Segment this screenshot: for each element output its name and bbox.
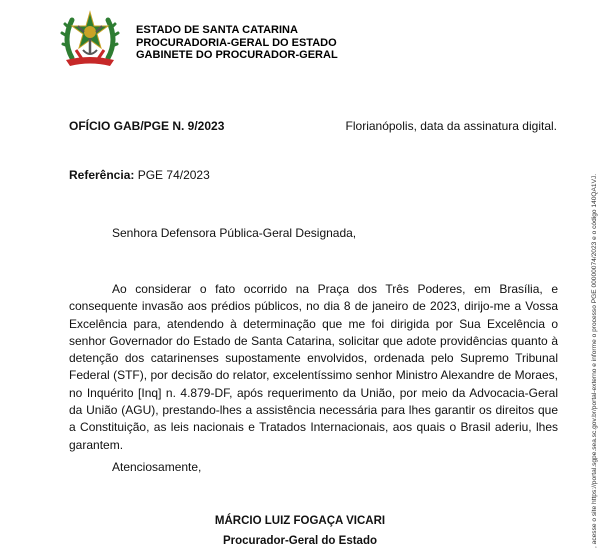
letterhead-state: ESTADO DE SANTA CATARINA bbox=[136, 24, 298, 36]
closing: Atenciosamente, bbox=[112, 460, 202, 474]
letterhead-agency: PROCURADORIA-GERAL DO ESTADO bbox=[136, 36, 337, 49]
letterhead-office: GABINETE DO PROCURADOR-GERAL bbox=[136, 49, 338, 61]
letterhead bbox=[136, 24, 338, 62]
oficio-number: OFÍCIO GAB/PGE N. 9/2023 bbox=[69, 119, 225, 133]
letter-body: Ao considerar o fato ocorrido na Praça dos Três Poderes, em Brasília, e consequente invasão aos prédios públicos, no dia 8 de janeiro de 2023, dirijo-me a Vossa Excelência para, atendendo à determinação que me foi dirigida por Sua Excelência o senhor Governador do Estado de Santa Catarina, solicitar que adote providências quanto à detenção dos catarinenses supostamente envolvidos, ordenada pelo Supremo Tribunal Federal (STF), por decisão do relator, excelentíssimo senhor Ministro Alexandre de Moraes, no Inquérito [Inq] n. 4.879-DF, após requerimento da União, por meio da Advocacia-Geral da União (AGU), prestando-lhes a assistência necessária para lhes garantir os direitos que a Constituição, as leis nacionais e Tratados Internacionais, aos quais o Brasil aderiu, lhes garantem. bbox=[69, 282, 558, 452]
verification-side-note: , acesse o site https://portal.sgpe.sea.sc.gov.br/portal-externo e informe o processo PGE 00000074/2023 e o código 140QA1VJ. bbox=[591, 173, 598, 548]
reference-label: Referência: bbox=[69, 168, 135, 182]
place-date: Florianópolis, data da assinatura digital. bbox=[345, 119, 557, 133]
reference-line bbox=[69, 168, 210, 182]
state-coat-of-arms-icon bbox=[58, 6, 122, 70]
salutation: Senhora Defensora Pública-Geral Designada, bbox=[112, 226, 357, 240]
reference-value: PGE 74/2023 bbox=[137, 168, 210, 182]
signer-title: Procurador-Geral do Estado bbox=[222, 535, 377, 547]
signer-name: MÁRCIO LUIZ FOGAÇA VICARI bbox=[214, 515, 386, 527]
